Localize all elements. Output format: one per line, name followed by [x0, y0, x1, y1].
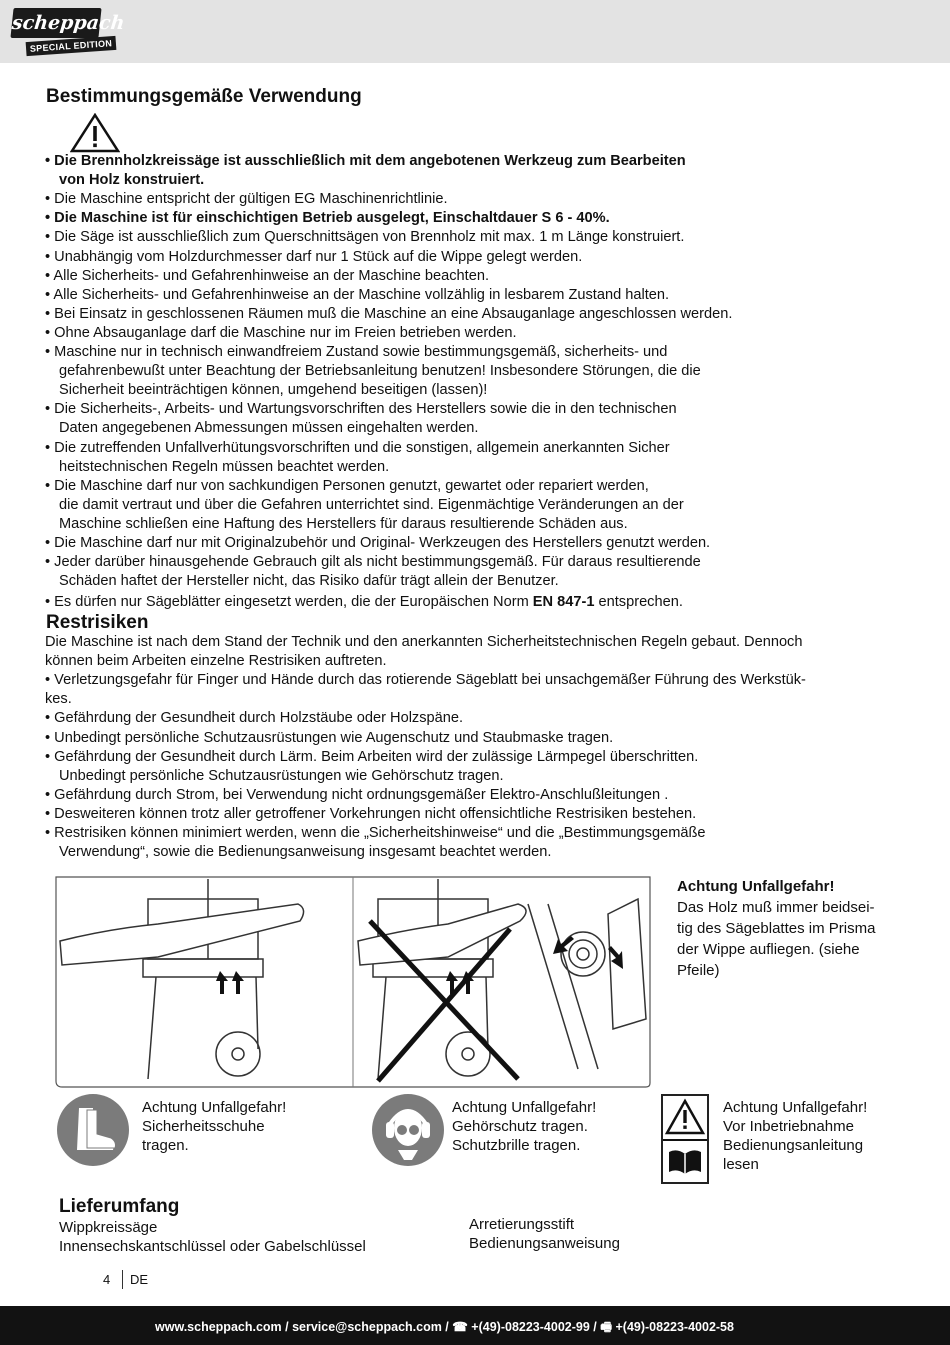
- verwendung-line: • Die Maschine darf nur von sachkundigen Personen genutzt, gewartet oder repariert werden,: [45, 477, 649, 494]
- figure-note-line: Pfeile): [677, 962, 720, 979]
- verwendung-line: • Unabhängig vom Holzdurchmesser darf nur 1 Stück auf die Wippe gelegt werden.: [45, 248, 583, 265]
- norm-line-post: entsprechen.: [594, 594, 683, 610]
- picto-line: tragen.: [142, 1137, 189, 1154]
- section-title-verwendung: Bestimmungsgemäße Verwendung: [46, 86, 362, 107]
- verwendung-line: • Ohne Absauganlage darf die Maschine nur im Freien betrieben werden.: [45, 324, 517, 341]
- picto-line: Sicherheitsschuhe: [142, 1118, 265, 1135]
- verwendung-line: • Die Sicherheits-, Arbeits- und Wartungsvorschriften des Herstellers sowie die in den technischen: [45, 401, 677, 418]
- verwendung-line: Schäden haftet der Hersteller nicht, das Risiko dafür trägt allein der Benutzer.: [59, 573, 559, 590]
- norm-code: EN 847-1: [532, 594, 595, 610]
- restrisiken-line: • Gefährdung der Gesundheit durch Holzstäube oder Holzspäne.: [45, 710, 464, 727]
- picto-line: Schutzbrille tragen.: [452, 1137, 581, 1154]
- scope-item: Innensechskantschlüssel oder Gabelschlüssel: [59, 1238, 366, 1255]
- page-header: [0, 0, 950, 63]
- picto-line: Gehörschutz tragen.: [452, 1118, 588, 1135]
- picto-text-hearing: [452, 1098, 596, 1155]
- restrisiken-line: • Desweiteren können trotz aller getroffener Vorkehrungen nicht offensichtliche Restrisiken bestehen.: [45, 805, 697, 822]
- page-number: 4: [103, 1272, 111, 1287]
- scope-item: Bedienungsanweisung: [469, 1235, 620, 1252]
- picto-line: Achtung Unfallgefahr!: [142, 1099, 287, 1116]
- picto-line: Vor Inbetriebnahme: [723, 1118, 854, 1135]
- lieferumfang-right: [469, 1215, 620, 1253]
- norm-line-pre: • Es dürfen nur Sägeblätter eingesetzt werden, die der Europäischen Norm: [45, 594, 533, 610]
- restrisiken-line: Unbedingt persönliche Schutzausrüstungen wie Gehörschutz tragen.: [59, 767, 504, 784]
- verwendung-line: • Die Säge ist ausschließlich zum Querschnittsägen von Brennholz mit max. 1 m Länge konstruiert.: [45, 229, 685, 246]
- restrisiken-line: Die Maschine ist nach dem Stand der Technik und den anerkannten Sicherheitstechnischen Regeln gebaut. Dennoch: [45, 634, 803, 650]
- verwendung-line: • Die Maschine entspricht der gültigen EG Maschinenrichtlinie.: [45, 191, 448, 208]
- restrisiken-line: • Gefährdung der Gesundheit durch Lärm. Beim Arbeiten wird der zulässige Lärmpegel überschritten.: [45, 748, 699, 765]
- page-language: DE: [130, 1272, 149, 1287]
- verwendung-line: • Die Maschine ist für einschichtigen Betrieb ausgelegt, Einschaltdauer S 6 - 40%.: [45, 210, 610, 227]
- figure-note-line: Das Holz muß immer beidsei-: [677, 899, 875, 916]
- page-number-divider: [122, 1270, 123, 1289]
- figure-note: [677, 876, 917, 981]
- verwendung-line: • Jeder darüber hinausgehende Gebrauch gilt als nicht bestimmungsgemäß. Für daraus resultierende: [45, 554, 701, 571]
- verwendung-line: • Die zutreffenden Unfallverhütungsvorschriften und die sonstigen, allgemein anerkannten Sicher: [45, 439, 670, 456]
- hearing-eye-protection-icon: [372, 1094, 444, 1166]
- verwendung-line: • Alle Sicherheits- und Gefahrenhinweise an der Maschine beachten.: [45, 267, 489, 284]
- verwendung-line: Daten angegebenen Abmessungen müssen eingehalten werden.: [59, 420, 479, 437]
- verwendung-line: Sicherheit beeinträchtigen können, umgehend beseitigen (lassen)!: [59, 382, 488, 399]
- picto-text-manual: [723, 1098, 867, 1174]
- picto-line: lesen: [723, 1156, 759, 1173]
- picto-line: Achtung Unfallgefahr!: [452, 1099, 597, 1116]
- verwendung-line: • Die Brennholzkreissäge ist ausschließlich mit dem angebotenen Werkzeug zum Bearbeiten: [45, 153, 686, 169]
- restrisiken-line: können beim Arbeiten einzelne Restrisiken auftreten.: [45, 653, 387, 670]
- restrisiken-line: Verwendung“, sowie die Bedienungsanweisung insgesamt beachtet werden.: [59, 844, 552, 861]
- picto-line: Achtung Unfallgefahr!: [723, 1099, 868, 1116]
- verwendung-line: • Die Maschine darf nur mit Originalzubehör und Original- Werkzeugen des Herstellers genutzt werden.: [45, 535, 711, 551]
- norm-line: [45, 593, 683, 612]
- verwendung-line: gefahrenbewußt unter Beachtung der Betriebsanleitung benutzen! Insbesondere Störungen, die die: [59, 363, 701, 380]
- verwendung-line: • Bei Einsatz in geschlossenen Räumen muß die Maschine an eine Absauganlage angeschlossen werden.: [45, 305, 733, 322]
- verwendung-line: • Alle Sicherheits- und Gefahrenhinweise an der Maschine vollzählig in lesbarem Zustand halten.: [45, 286, 670, 303]
- read-manual-icon: [661, 1094, 709, 1184]
- restrisiken-line: • Verletzungsgefahr für Finger und Hände durch das rotierende Sägeblatt bei unsachgemäßer Führung des Werkstük-: [45, 672, 806, 689]
- page-footer: [0, 1306, 950, 1345]
- verwendung-line: von Holz konstruiert.: [59, 172, 205, 189]
- restrisiken-line: kes.: [45, 691, 72, 708]
- picto-line: Bedienungsanleitung: [723, 1137, 864, 1154]
- verwendung-line: Maschine schließen eine Haftung des Herstellers für daraus resultierende Schäden aus.: [59, 515, 628, 532]
- scope-item: Arretierungsstift: [469, 1216, 575, 1233]
- verwendung-line: • Maschine nur in technisch einwandfreiem Zustand sowie bestimmungsgemäß, sicherheits- und: [45, 344, 668, 360]
- logo-edition: SPECIAL EDITION: [26, 36, 117, 56]
- verwendung-line: heitstechnischen Regeln müssen beachtet werden.: [59, 458, 390, 475]
- figure-note-line: der Wippe aufliegen. (siehe: [677, 941, 860, 958]
- saw-usage-illustration: [48, 869, 658, 1089]
- restrisiken-line: • Restrisiken können minimiert werden, wenn die „Sicherheitshinweise“ und die „Bestimmungsgemäße: [45, 825, 706, 841]
- restrisiken-line: • Unbedingt persönliche Schutzausrüstungen wie Augenschutz und Staubmaske tragen.: [45, 729, 614, 746]
- picto-text-shoes: [142, 1098, 286, 1155]
- warning-triangle-icon: [70, 113, 120, 153]
- scheppach-logo: [10, 8, 126, 54]
- lieferumfang-left: [59, 1218, 366, 1256]
- restrisiken-line: • Gefährdung durch Strom, bei Verwendung nicht ordnungsgemäßer Elektro-Anschlußleitungen .: [45, 786, 669, 803]
- verwendung-line: die damit vertraut und über die Gefahren unterrichtet sind. Eigenmächtige Veränderungen an der: [59, 496, 684, 513]
- section-title-restrisiken: Restrisiken: [46, 612, 149, 633]
- figure-note-title: Achtung Unfallgefahr!: [677, 878, 835, 895]
- section-title-lieferumfang: Lieferumfang: [59, 1196, 180, 1217]
- figure-note-line: tig des Sägeblattes im Prisma: [677, 920, 876, 937]
- logo-brand: scheppach: [10, 8, 101, 38]
- safety-shoes-icon: [57, 1094, 129, 1166]
- footer-contact: www.scheppach.com / service@scheppach.com / ☎ +(49)-08223-4002-99 / 🖷 +(49)-08223-4002-58: [155, 1320, 734, 1334]
- scope-item: Wippkreissäge: [59, 1219, 158, 1236]
